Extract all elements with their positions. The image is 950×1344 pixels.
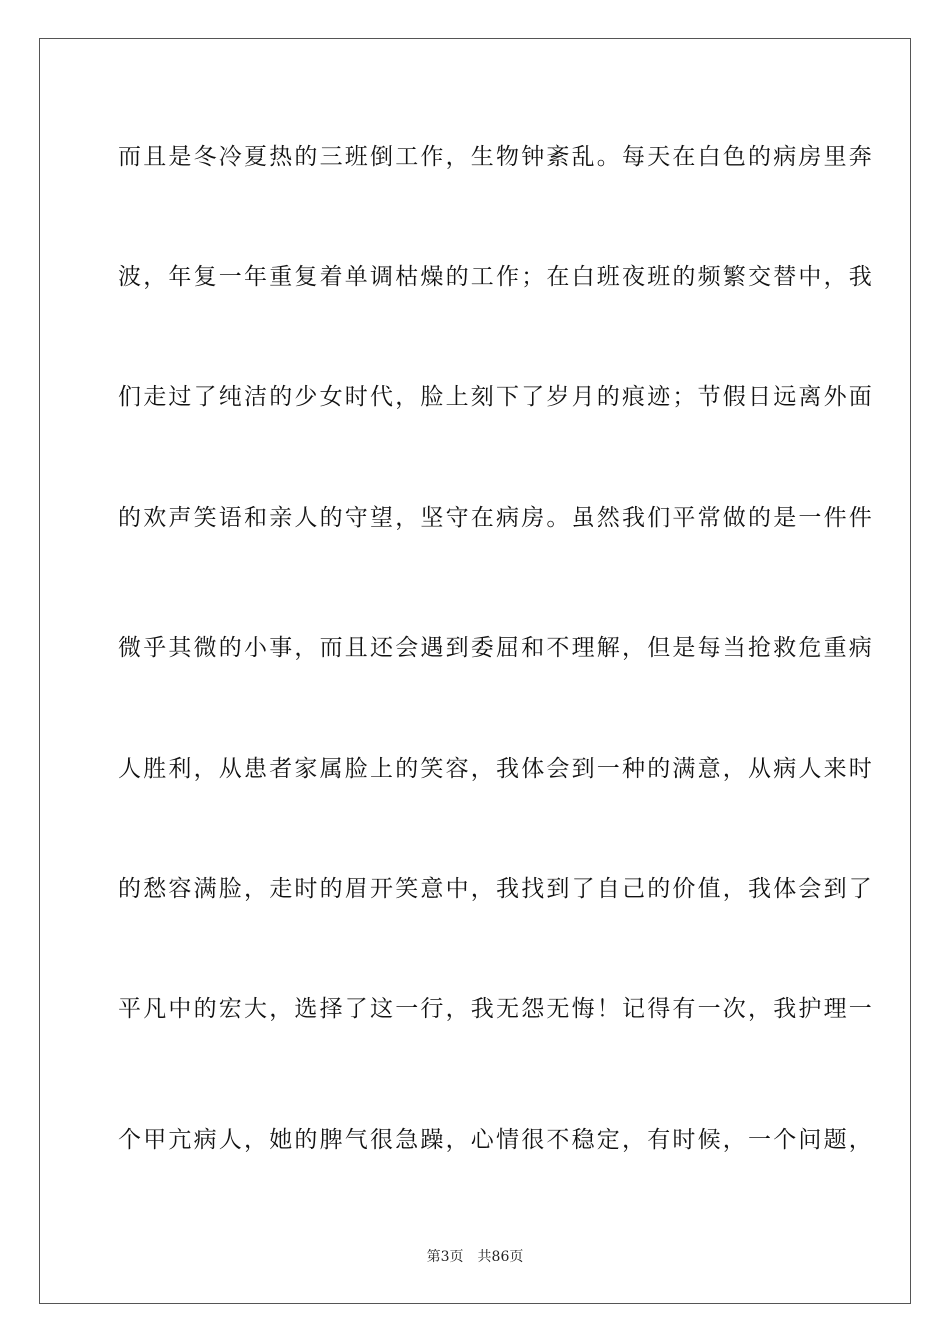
text-line: 平凡中的宏大，选择了这一行，我无怨无悔！记得有一次，我护理一 (118, 996, 874, 1022)
text-line: 个甲亢病人，她的脾气很急躁，心情很不稳定，有时候，一个问题， (118, 1127, 874, 1153)
page-footer (0, 1246, 950, 1266)
text-line: 而且是冬冷夏热的三班倒工作，生物钟紊乱。每天在白色的病房里奔 (118, 144, 874, 170)
text-line: 们走过了纯洁的少女时代，脸上刻下了岁月的痕迹；节假日远离外面 (118, 384, 874, 410)
text-line: 的愁容满脸，走时的眉开笑意中，我找到了自己的价值，我体会到了 (118, 876, 874, 902)
text-line: 微乎其微的小事，而且还会遇到委屈和不理解，但是每当抢救危重病 (118, 635, 874, 661)
text-line: 波，年复一年重复着单调枯燥的工作；在白班夜班的频繁交替中，我 (118, 264, 874, 290)
text-line: 人胜利，从患者家属脸上的笑容，我体会到一种的满意，从病人来时 (118, 756, 874, 782)
page-border (39, 38, 911, 1304)
page-total: 共86页 (477, 1249, 524, 1265)
page-number: 第3页 (426, 1249, 464, 1265)
text-line: 的欢声笑语和亲人的守望，坚守在病房。虽然我们平常做的是一件件 (118, 505, 874, 531)
